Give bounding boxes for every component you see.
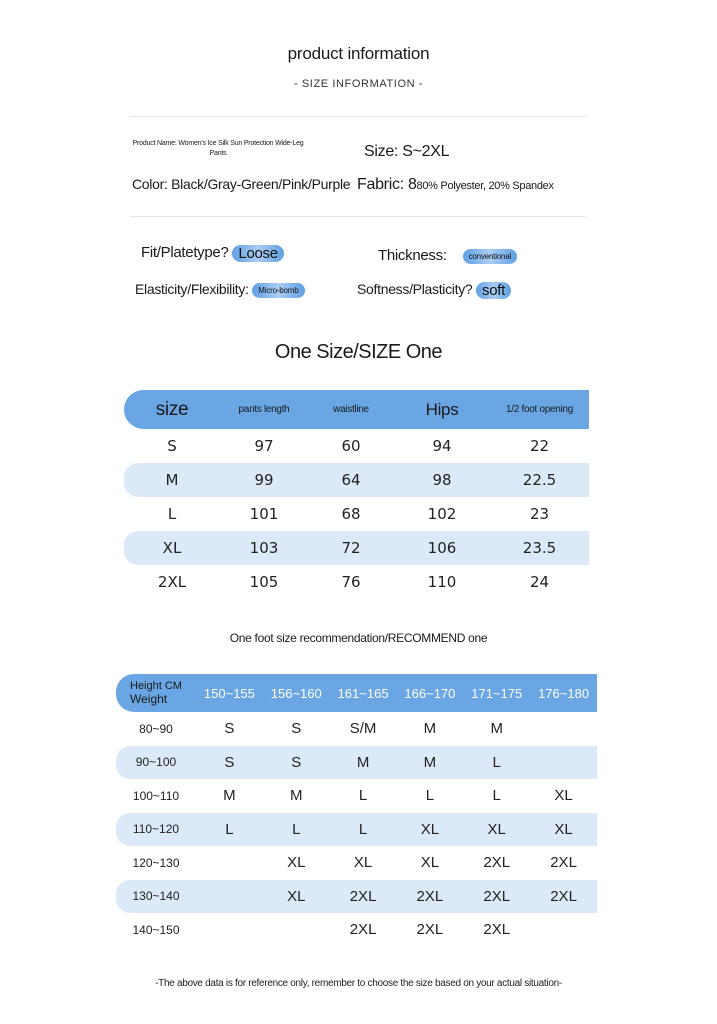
table-cell: 100~110	[132, 788, 180, 803]
table-cell: 90~100	[116, 746, 196, 780]
table-cell: 2XL	[330, 880, 397, 914]
softness-value-badge: soft	[476, 282, 511, 299]
table-header-row	[124, 390, 589, 429]
table-row	[124, 497, 589, 531]
table-cell: 22	[529, 437, 550, 455]
table-row	[116, 846, 597, 880]
table-cell: 2XL	[396, 880, 463, 914]
table-cell: L	[463, 746, 530, 780]
table-cell: 105	[249, 573, 279, 591]
fabric-value: 80% Polyester, 20% Spandex	[416, 180, 554, 192]
table-cell: 72	[308, 531, 394, 565]
table-cell: 23	[529, 505, 550, 523]
table-cell	[196, 846, 263, 880]
table-row	[124, 463, 589, 497]
table-cell: XL	[263, 880, 330, 914]
elasticity-label: Elasticity/Flexibility:	[135, 281, 249, 297]
fit-label: Fit/Platetype	[141, 244, 221, 261]
fit-attribute	[141, 244, 284, 262]
divider	[130, 116, 586, 117]
table-cell: XL	[396, 813, 463, 847]
table-cell: 103	[220, 531, 308, 565]
table-row	[116, 880, 597, 914]
table-cell: 98	[394, 463, 490, 497]
table-row	[116, 913, 597, 947]
table-cell: L	[167, 505, 177, 523]
table-cell: 2XL	[483, 921, 511, 939]
corner-header	[116, 674, 196, 712]
table-cell: S	[224, 720, 235, 738]
marker-icon: ?	[220, 244, 229, 261]
table-cell: XL	[463, 813, 530, 847]
elasticity-attribute	[135, 281, 305, 298]
table-cell: M	[223, 787, 236, 805]
table-cell: 110~120	[116, 813, 196, 847]
table-row	[116, 712, 597, 746]
table-cell: 102	[427, 505, 457, 523]
recommendation-table	[116, 674, 597, 947]
column-header: 161~165	[330, 674, 397, 712]
table-cell: M	[396, 746, 463, 780]
softness-label: Softness/Plasticity	[357, 281, 465, 297]
thickness-attribute	[378, 247, 517, 264]
table-row	[116, 813, 597, 847]
column-header: size	[124, 390, 220, 429]
column-header: 150~155	[196, 674, 263, 712]
table-cell: 130~140	[116, 880, 196, 914]
fabric-label: Fabric: 8	[357, 176, 417, 193]
column-header: waistline	[308, 390, 394, 429]
column-header: 171~175	[463, 674, 530, 712]
table-cell: XL	[420, 854, 440, 872]
table-cell: S	[167, 437, 177, 455]
size-range: Size: S~2XL	[364, 143, 450, 160]
table-cell: M	[289, 787, 303, 805]
table-cell	[263, 913, 330, 947]
column-header: 156~160	[263, 674, 330, 712]
column-header: 166~170	[396, 674, 463, 712]
table-cell: L	[358, 787, 368, 805]
table-cell	[196, 913, 263, 947]
table-cell: 2XL	[483, 854, 511, 872]
table-cell: 2XL	[463, 880, 530, 914]
weight-axis-label: Weight	[130, 692, 168, 706]
table-cell	[196, 880, 263, 914]
disclaimer-note: -The above data is for reference only, remember to choose the size based on your actual situation-	[155, 978, 562, 989]
table-cell: 80~90	[139, 721, 173, 736]
table-row	[116, 746, 597, 780]
elasticity-value-badge: Micro-bomb	[252, 283, 304, 298]
table-row	[124, 531, 589, 565]
color-options: Color: Black/Gray-Green/Pink/Purple	[132, 176, 351, 192]
table-cell: 24	[529, 573, 550, 591]
thickness-value-badge: conventional	[463, 249, 518, 264]
table-cell: XL	[554, 787, 573, 805]
table-cell: M	[423, 720, 437, 738]
table-cell: L	[425, 787, 435, 805]
table-cell: XL	[124, 531, 220, 565]
table-cell: 140~150	[132, 922, 180, 937]
page-subtitle: - SIZE INFORMATION -	[293, 78, 424, 90]
table-row	[124, 429, 589, 463]
height-axis-label: Height CM	[130, 680, 182, 692]
table-cell: 2XL	[530, 880, 597, 914]
table-cell: M	[490, 720, 503, 738]
marker-icon: ?	[464, 281, 473, 297]
table-cell: 2XL	[157, 573, 187, 591]
table-cell: 106	[394, 531, 490, 565]
table-cell	[530, 913, 597, 947]
fit-value-badge: Loose	[232, 245, 283, 262]
thickness-label: Thickness:	[378, 247, 447, 264]
table-cell: M	[124, 463, 220, 497]
table-cell: XL	[530, 813, 597, 847]
table-cell	[530, 712, 597, 746]
softness-attribute	[357, 281, 511, 299]
column-header: pants length	[220, 390, 308, 429]
table-cell: 68	[341, 505, 361, 523]
table-cell: S/M	[349, 720, 377, 738]
table-cell: S	[196, 746, 263, 780]
divider	[130, 216, 586, 217]
table-cell: XL	[353, 854, 373, 872]
table-cell: 76	[341, 573, 361, 591]
table-cell: L	[196, 813, 263, 847]
table-cell: 101	[249, 505, 279, 523]
size-chart-table	[124, 390, 589, 599]
table-cell: 23.5	[490, 531, 589, 565]
table-cell: 97	[254, 437, 274, 455]
table-cell: 2XL	[550, 854, 577, 872]
recommendation-title: One foot size recommendation/RECOMMEND one	[229, 631, 488, 645]
table-cell: 99	[220, 463, 308, 497]
product-name: Product Name: Women's Ice Silk Sun Protection Wide-Leg Pants	[132, 140, 304, 157]
table-cell: M	[330, 746, 397, 780]
column-header: 176~180	[530, 674, 597, 712]
column-header: 1/2 foot opening	[490, 390, 589, 429]
table-cell: L	[263, 813, 330, 847]
table-cell: S	[291, 720, 302, 738]
table-cell: L	[330, 813, 397, 847]
table-cell: 60	[341, 437, 361, 455]
table-cell	[530, 746, 597, 780]
table-cell: 120~130	[132, 855, 180, 870]
table-row	[116, 779, 597, 813]
table-cell: 64	[308, 463, 394, 497]
fabric	[357, 176, 554, 194]
size-chart-title: One Size/SIZE One	[274, 341, 443, 363]
table-header-row	[116, 674, 597, 712]
column-header: Hips	[394, 390, 490, 429]
table-cell: XL	[287, 854, 306, 872]
table-row	[124, 565, 589, 599]
table-cell: 94	[432, 437, 452, 455]
table-cell: S	[263, 746, 330, 780]
page-title: product information	[287, 44, 430, 63]
table-cell: 22.5	[490, 463, 589, 497]
table-cell: 2XL	[416, 921, 444, 939]
table-cell: 110	[427, 573, 457, 591]
table-cell: L	[492, 787, 501, 805]
table-cell: 2XL	[349, 921, 377, 939]
